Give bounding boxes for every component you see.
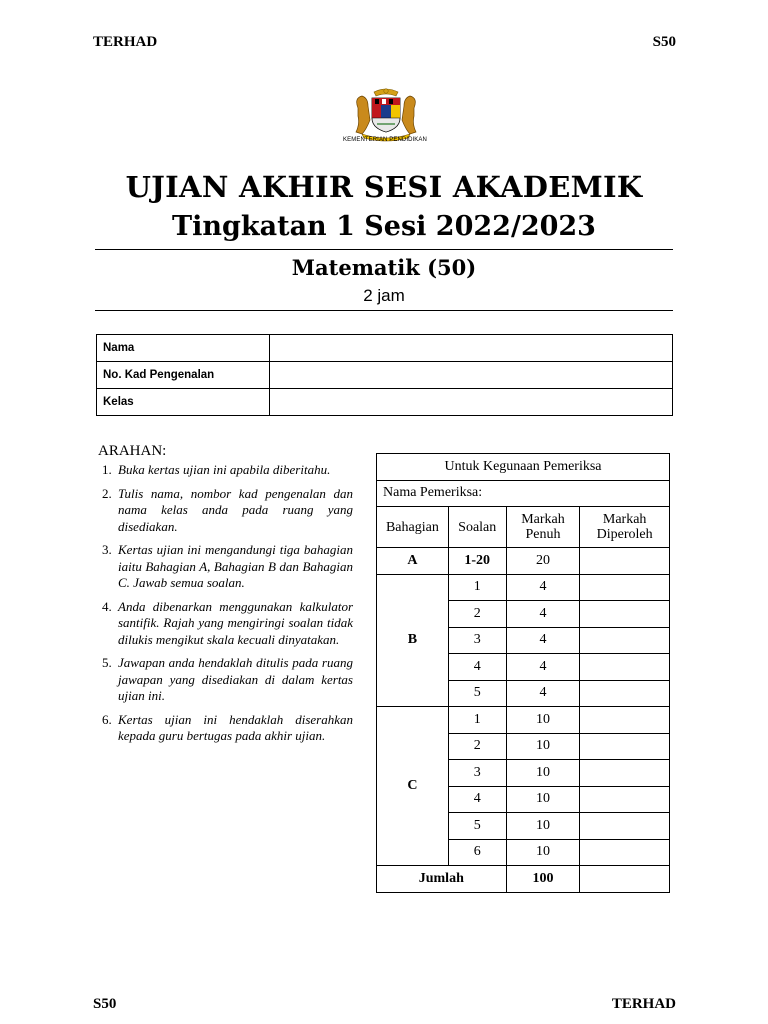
candidate-info-table xyxy=(96,334,673,416)
question-number: 4 xyxy=(448,654,506,681)
full-marks: 4 xyxy=(506,627,580,654)
table-row xyxy=(377,707,670,734)
full-marks: 20 xyxy=(506,548,580,575)
column-header-marks-obtained: Markah Diperoleh xyxy=(580,507,670,548)
table-row xyxy=(377,548,670,575)
full-marks: 10 xyxy=(506,733,580,760)
question-number: 5 xyxy=(448,680,506,707)
section-label: A xyxy=(377,548,449,575)
subject-title: Matematik (50) xyxy=(291,255,477,280)
marks-obtained-cell[interactable] xyxy=(580,733,670,760)
instructions-list xyxy=(98,462,353,752)
exam-session: Tingkatan 1 Sesi 2022/2023 xyxy=(172,211,596,242)
column-header-full-marks: Markah Penuh xyxy=(506,507,580,548)
marks-obtained-cell[interactable] xyxy=(580,680,670,707)
marks-obtained-cell[interactable] xyxy=(580,601,670,628)
ic-number-field[interactable] xyxy=(270,362,673,389)
question-number: 5 xyxy=(448,813,506,840)
marks-obtained-cell[interactable] xyxy=(580,707,670,734)
full-marks: 10 xyxy=(506,786,580,813)
table-row xyxy=(377,454,670,481)
marks-obtained-cell[interactable] xyxy=(580,760,670,787)
full-marks: 10 xyxy=(506,760,580,787)
total-full-marks: 100 xyxy=(506,866,580,893)
column-header-section: Bahagian xyxy=(377,507,449,548)
question-number: 1 xyxy=(448,707,506,734)
full-marks: 4 xyxy=(506,680,580,707)
list-item: 2. Tulis nama, nombor kad pengenalan dan nama kelas anda pada ruang yang disediakan. xyxy=(102,485,353,534)
list-item: 4. Anda dibenarkan menggunakan kalkulator santifik. Rajah yang mengiringi soalan tidak dilukis mengikut skala kecuali dinyatakan. xyxy=(102,598,353,647)
question-number: 3 xyxy=(448,760,506,787)
logo-caption: KEMENTERIAN PENDIDIKAN xyxy=(343,137,427,143)
marks-obtained-cell[interactable] xyxy=(580,548,670,575)
full-marks: 10 xyxy=(506,707,580,734)
full-marks: 10 xyxy=(506,839,580,866)
name-label: Nama xyxy=(97,335,270,362)
total-marks-obtained-cell[interactable] xyxy=(580,866,670,893)
question-number: 1 xyxy=(448,574,506,601)
marks-obtained-cell[interactable] xyxy=(580,654,670,681)
examiner-marks-table xyxy=(376,453,670,893)
exam-duration: 2 jam xyxy=(363,286,405,305)
list-item: 3. Kertas ujian ini mengandungi tiga bahagian iaitu Bahagian A, Bahagian B dan Bahagian C. Jawab semua soalan. xyxy=(102,542,353,590)
question-number: 2 xyxy=(448,733,506,760)
table-row xyxy=(97,335,673,362)
table-row xyxy=(377,480,670,507)
table-row xyxy=(97,389,673,416)
full-marks: 4 xyxy=(506,574,580,601)
footer-classification: TERHAD xyxy=(611,996,676,1012)
list-item: 5. Jawapan anda hendaklah ditulis pada ruang jawapan yang disediakan di dalam kertas ujian ini. xyxy=(102,655,353,703)
full-marks: 10 xyxy=(506,813,580,840)
section-label: B xyxy=(377,574,449,707)
question-number: 1-20 xyxy=(448,548,506,575)
class-label: Kelas xyxy=(97,389,270,416)
column-header-question: Soalan xyxy=(448,507,506,548)
class-field[interactable] xyxy=(270,389,673,416)
question-number: 3 xyxy=(448,627,506,654)
list-item: 6. Kertas ujian ini hendaklah diserahkan kepada guru bertugas pada akhir ujian. xyxy=(102,711,353,743)
table-row xyxy=(377,574,670,601)
marks-obtained-cell[interactable] xyxy=(580,839,670,866)
marks-obtained-cell[interactable] xyxy=(580,786,670,813)
table-row xyxy=(377,866,670,893)
divider xyxy=(95,249,673,250)
name-field[interactable] xyxy=(270,335,673,362)
instructions-title: ARAHAN: xyxy=(98,443,167,459)
full-marks: 4 xyxy=(506,601,580,628)
divider xyxy=(95,310,673,311)
header-classification: TERHAD xyxy=(93,34,158,50)
table-header-row xyxy=(377,507,670,548)
examiner-name-field[interactable]: Nama Pemeriksa: xyxy=(377,480,670,507)
header-paper-code: S50 xyxy=(652,34,676,50)
exam-title: UJIAN AKHIR SESI AKADEMIK xyxy=(125,170,643,204)
footer-paper-code: S50 xyxy=(93,996,117,1012)
total-label: Jumlah xyxy=(377,866,507,893)
section-label: C xyxy=(377,707,449,866)
question-number: 2 xyxy=(448,601,506,628)
full-marks: 4 xyxy=(506,654,580,681)
list-item: 1. Buka kertas ujian ini apabila diberitahu. xyxy=(102,462,331,477)
marks-obtained-cell[interactable] xyxy=(580,813,670,840)
question-number: 4 xyxy=(448,786,506,813)
question-number: 6 xyxy=(448,839,506,866)
ic-number-label: No. Kad Pengenalan xyxy=(97,362,270,389)
table-row xyxy=(97,362,673,389)
marks-obtained-cell[interactable] xyxy=(580,574,670,601)
marks-obtained-cell[interactable] xyxy=(580,627,670,654)
examiner-table-caption: Untuk Kegunaan Pemeriksa xyxy=(377,454,670,481)
